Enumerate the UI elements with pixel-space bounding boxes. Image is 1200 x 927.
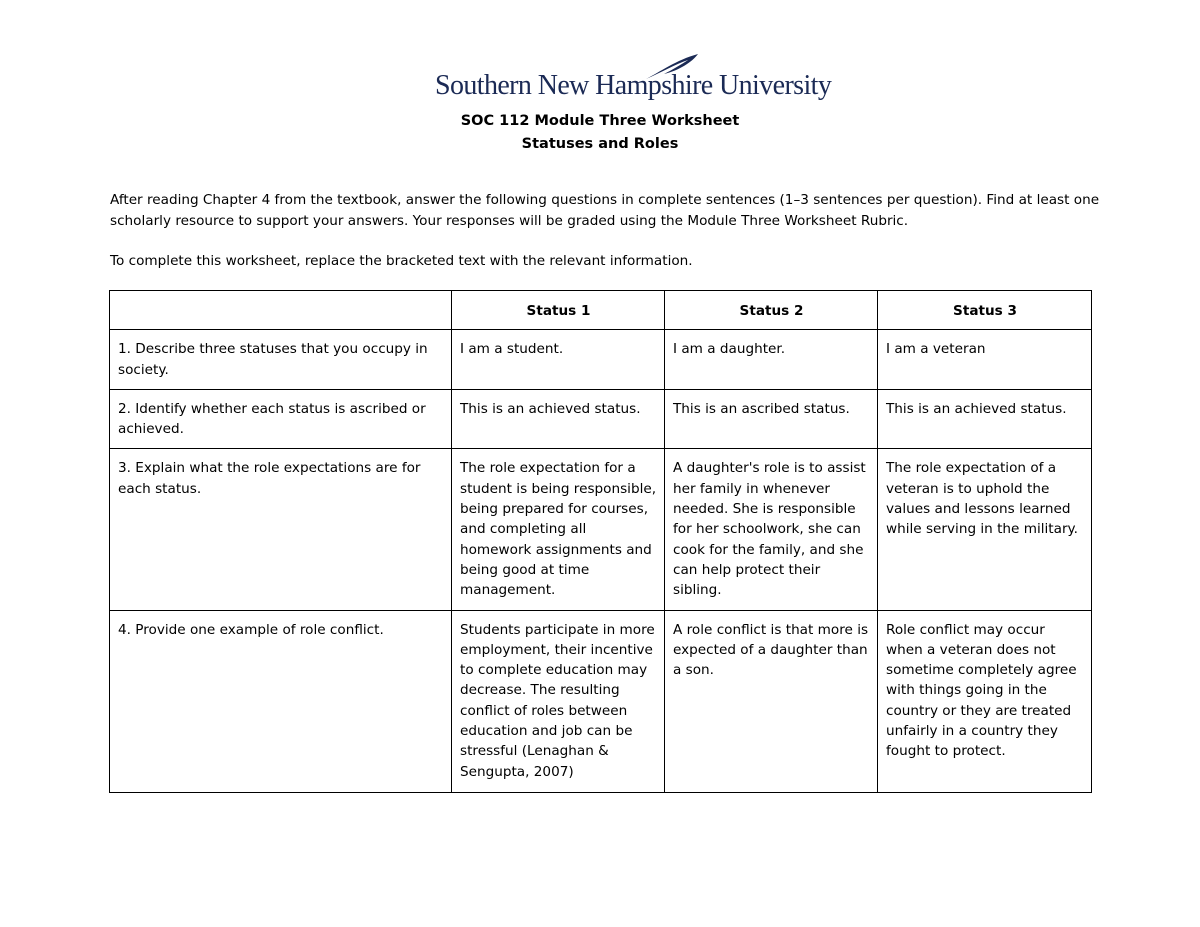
- logo-wordmark: Southern New Hampshire University: [435, 70, 832, 101]
- answer-cell[interactable]: I am a daughter.: [665, 330, 878, 390]
- worksheet-title: [0, 110, 1200, 156]
- worksheet-table: [109, 290, 1092, 793]
- header-status-1: Status 1: [452, 291, 665, 330]
- answer-cell[interactable]: A role conflict is that more is expected of a daughter than a son.: [665, 610, 878, 792]
- answer-cell[interactable]: A daughter's role is to assist her family in whenever needed. She is responsible for her schoolwork, she can cook for the family, and she can help protect their sibling.: [665, 449, 878, 610]
- instructions-paragraph-1: After reading Chapter 4 from the textbook, answer the following questions in complete sentences (1–3 sentences per question). Find at least one scholarly resource to support your answers. Your responses will be graded using the Module Three Worksheet Rubric.: [110, 192, 1100, 229]
- university-logo: [435, 52, 832, 104]
- table-row: [110, 330, 1092, 390]
- answer-cell[interactable]: I am a student.: [452, 330, 665, 390]
- title-line-2: Statuses and Roles: [521, 136, 679, 152]
- title-line-1: SOC 112 Module Three Worksheet: [460, 113, 740, 129]
- table-row: [110, 389, 1092, 449]
- question-cell: 1. Describe three statuses that you occupy in society.: [110, 330, 452, 390]
- header-cell-empty: [110, 291, 452, 330]
- answer-cell[interactable]: This is an ascribed status.: [665, 389, 878, 449]
- question-cell: 4. Provide one example of role conflict.: [110, 610, 452, 792]
- answer-cell[interactable]: Role conflict may occur when a veteran does not sometime completely agree with things going in the country or they are treated unfairly in a country they fought to protect.: [878, 610, 1092, 792]
- table-header-row: [110, 291, 1092, 330]
- answer-cell[interactable]: Students participate in more employment, their incentive to complete education may decrease. The resulting conflict of roles between education and job can be stressful (Lenaghan & Sengupta, 2007): [452, 610, 665, 792]
- answer-cell[interactable]: I am a veteran: [878, 330, 1092, 390]
- instructions: [110, 190, 1100, 291]
- header-status-3: Status 3: [878, 291, 1092, 330]
- answer-cell[interactable]: The role expectation of a veteran is to uphold the values and lessons learned while serving in the military.: [878, 449, 1092, 610]
- question-cell: 3. Explain what the role expectations are for each status.: [110, 449, 452, 610]
- table-row: [110, 449, 1092, 610]
- answer-cell[interactable]: The role expectation for a student is being responsible, being prepared for courses, and completing all homework assignments and being good at time management.: [452, 449, 665, 610]
- answer-cell[interactable]: This is an achieved status.: [878, 389, 1092, 449]
- table-row: [110, 610, 1092, 792]
- instructions-paragraph-2: To complete this worksheet, replace the bracketed text with the relevant information.: [110, 253, 693, 269]
- question-cell: 2. Identify whether each status is ascribed or achieved.: [110, 389, 452, 449]
- answer-cell[interactable]: This is an achieved status.: [452, 389, 665, 449]
- header-status-2: Status 2: [665, 291, 878, 330]
